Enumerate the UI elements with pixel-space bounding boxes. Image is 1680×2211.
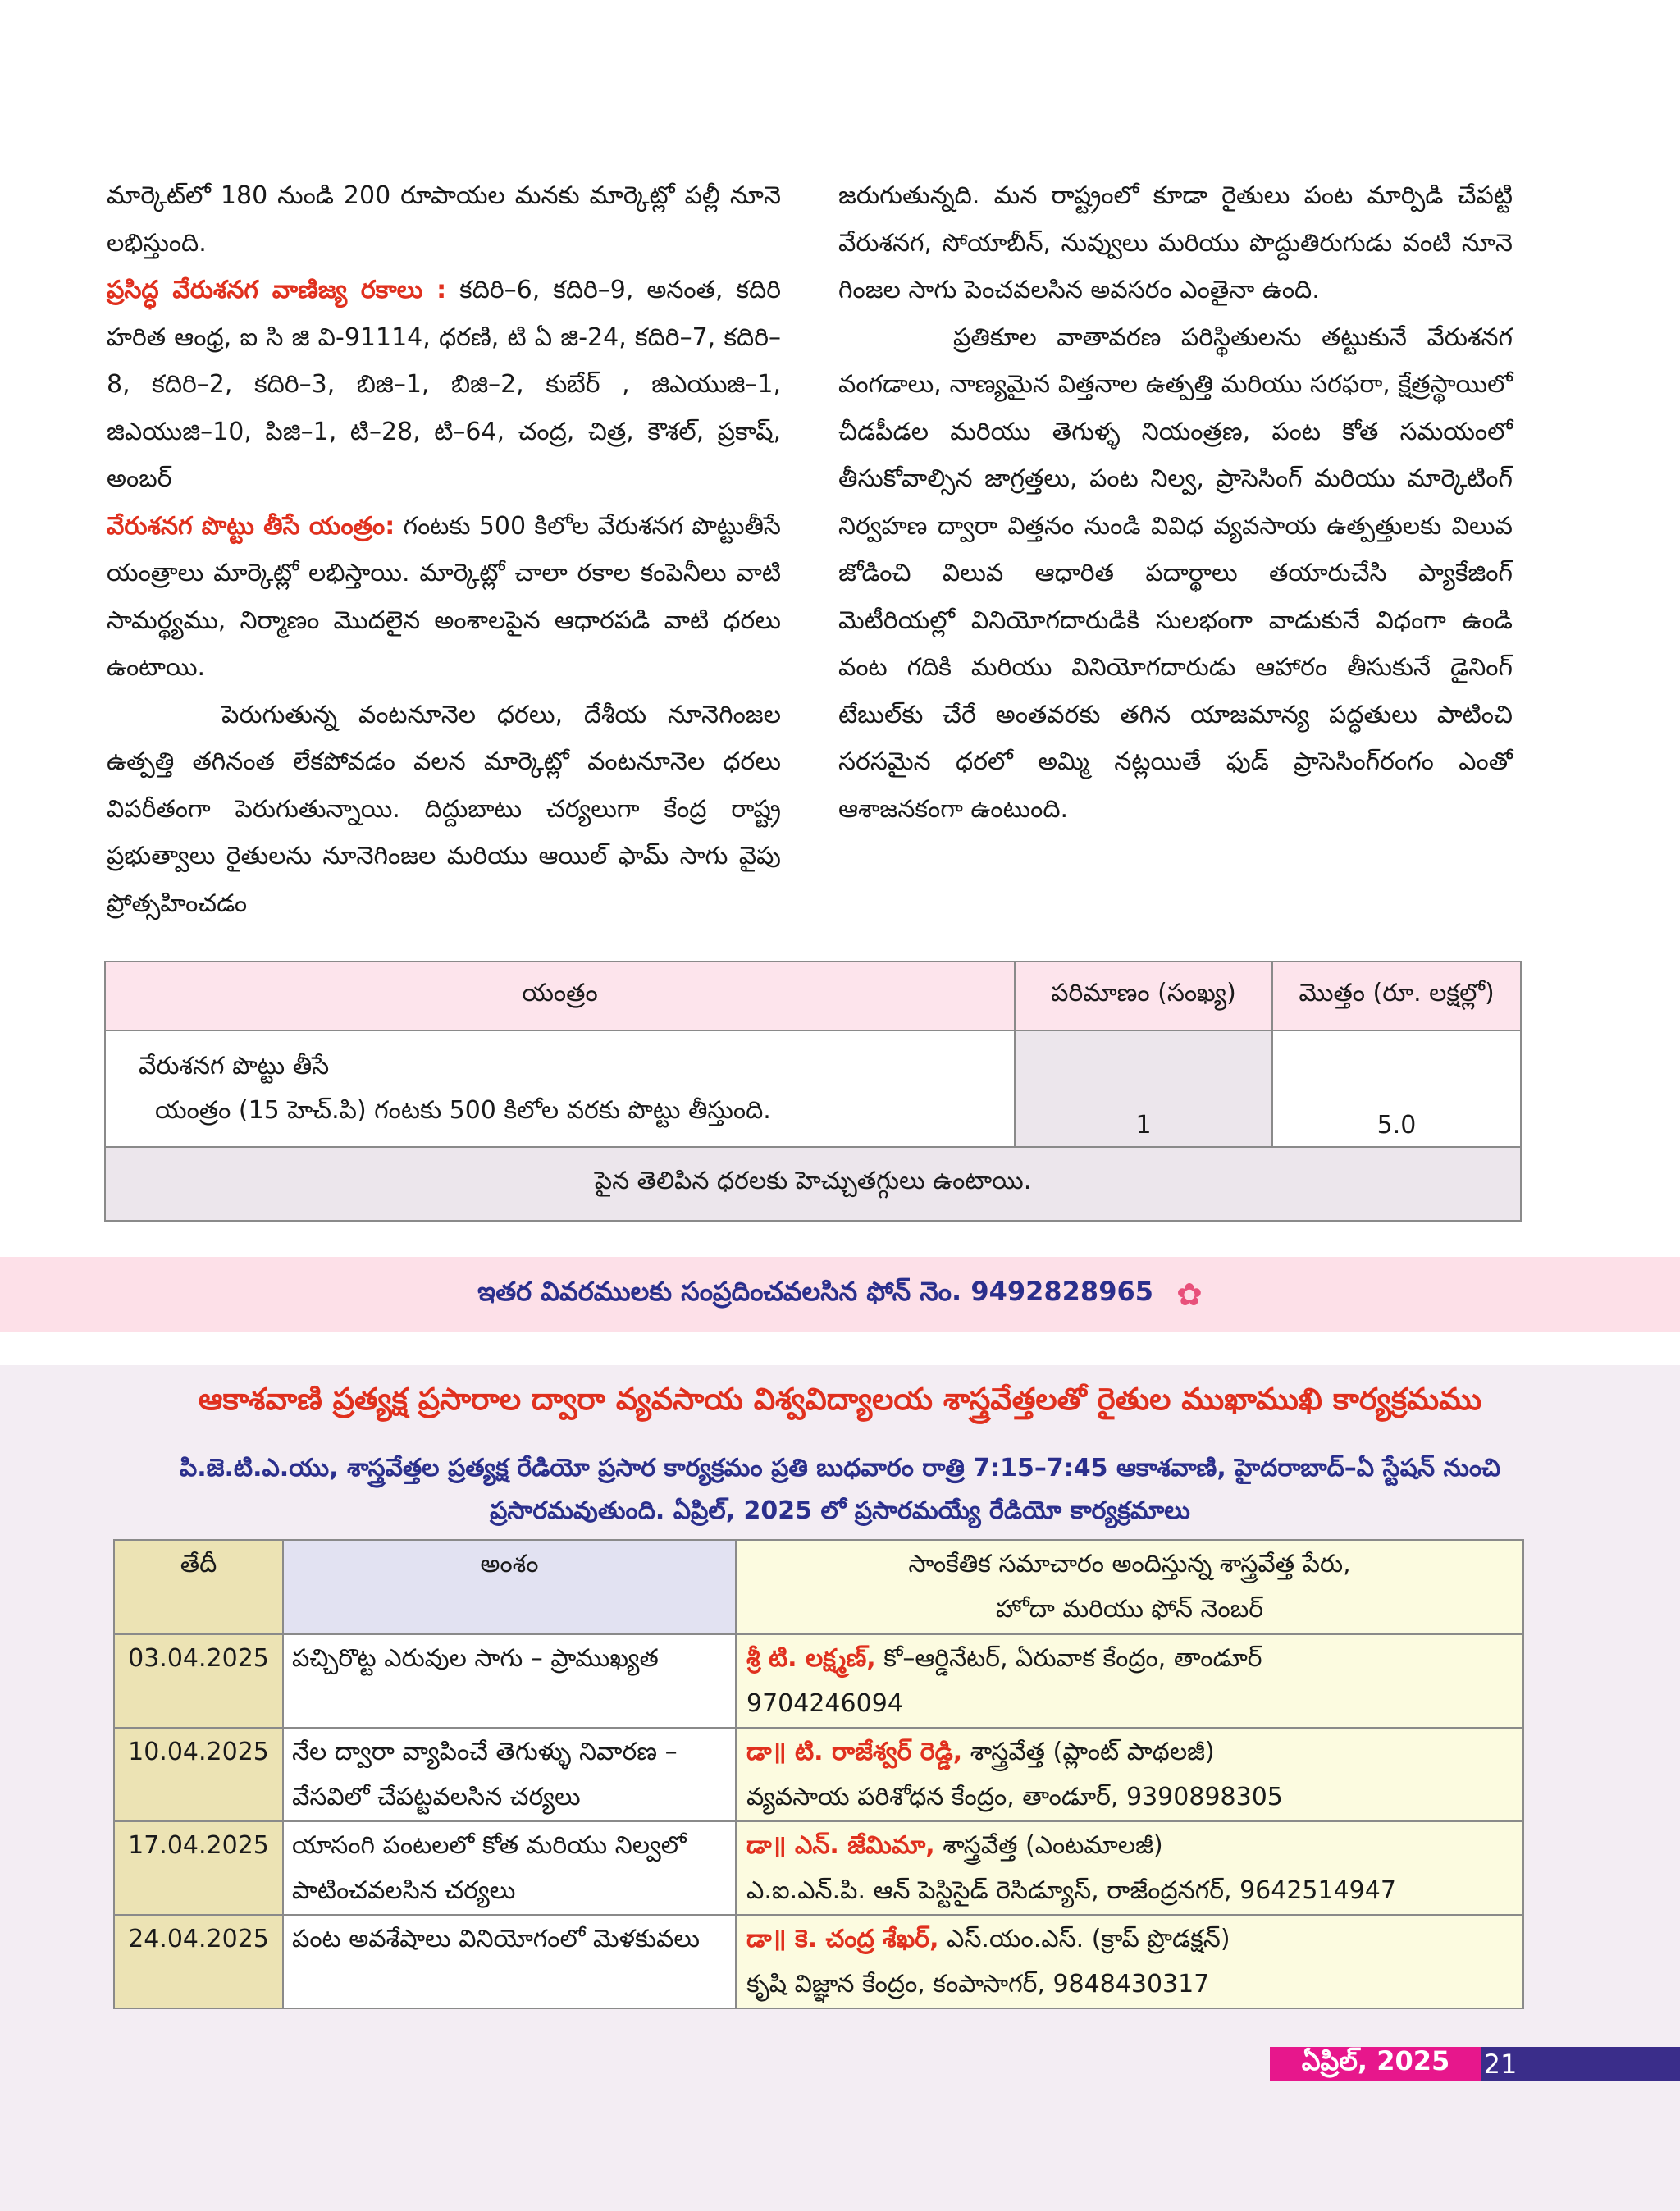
expert-line-2: 9704246094 (746, 1689, 903, 1718)
footer-issue: ఏప్రిల్, 2025 (1270, 2047, 1481, 2081)
expert-designation: ఎస్.యం.ఎస్. (క్రాప్ ప్రొడక్షన్) (938, 1925, 1230, 1953)
machine-table-note-row (105, 1147, 1521, 1221)
expert-line-2: వ్యవసాయ పరిశోధన కేంద్రం, తాండూర్, 9390898305 (746, 1783, 1283, 1811)
left-paragraph-3 (107, 503, 781, 692)
expert-line-1 (746, 1636, 1522, 1681)
price-note: పైన తెలిపిన ధరలకు హెచ్చుతగ్గులు ఉంటాయి. (105, 1147, 1521, 1221)
schedule-topic: పంట అవశేషాలు వినియోగంలో మెళకువలు (283, 1915, 736, 2008)
left-paragraph-4: పెరుగుతున్న వంటనూనెల ధరలు, దేశీయ నూనెగింజల ఉత్పత్తి తగినంత లేకపోవడం వలన మార్కెట్లో వంటనూనెల ధరలు విపరీతంగా పెరుగుతున్నాయి. దిద్దుబాటు చర్యలుగా కేంద్ర రాష్ట్ర ప్రభుత్వాలు రైతులను నూనెగింజల మరియు ఆయిల్ ఫామ్ సాగు వైపు ప్రోత్సహించడం (107, 700, 781, 918)
right-paragraph-1: జరుగుతున్నది. మన రాష్ట్రంలో కూడా రైతులు పంట మార్పిడి చేపట్టి వేరుశనగ, సోయాబీన్, నువ్వులు మరియు పొద్దుతిరుగుడు వంటి నూనె గింజల సాగు పెంచవలసిన అవసరం ఎంతైనా ఉంది. (838, 181, 1513, 304)
schedule-date: 24.04.2025 (114, 1915, 283, 2008)
schedule-expert (736, 1634, 1523, 1728)
varieties-label: ప్రసిద్ధ వేరుశనగ వాణిజ్య రకాలు : (107, 276, 447, 304)
machine-table-row (105, 1030, 1521, 1147)
schedule-header-row (114, 1540, 1523, 1634)
left-paragraph-2 (107, 267, 781, 503)
expert-name: డా॥ ఎన్. జేమిమా, (746, 1831, 935, 1860)
machine-cost-table (104, 961, 1522, 1222)
schedule-expert (736, 1728, 1523, 1821)
header-total: మొత్తం (రూ. లక్షల్లో) (1272, 962, 1521, 1030)
right-column (838, 172, 1513, 833)
schedule-row (114, 1728, 1523, 1821)
header-quantity: పరిమాణం (సంఖ్య) (1015, 962, 1272, 1030)
schedule-date: 17.04.2025 (114, 1821, 283, 1915)
schedule-expert (736, 1915, 1523, 2008)
machine-line-2: యంత్రం (15 హెచ్.పి) గంటకు 500 కిలోల వరకు పొట్టు తీస్తుంది. (155, 1096, 771, 1125)
flower-icon: ✿ (1176, 1277, 1203, 1313)
schedule-header-expert (736, 1540, 1523, 1634)
expert-name: డా॥ కె. చంద్ర శేఖర్, (746, 1925, 939, 1953)
machine-line-1: వేరుశనగ పొట్టు తీసే (139, 1052, 330, 1080)
schedule-header-expert-line-1: సాంకేతిక సమాచారం అందిస్తున్న శాస్త్రవేత్త పేరు, (908, 1550, 1351, 1578)
schedule-row (114, 1634, 1523, 1728)
page-number: 21 (1483, 2049, 1518, 2080)
radio-intro: పి.జె.టి.ఎ.యు, శాస్త్రవేత్తల ప్రత్యక్ష రేడియో ప్రసార కార్యక్రమం ప్రతి బుధవారం రాత్రి 7:15–7:45 ఆకాశవాణి, హైదరాబాద్–ఏ స్టేషన్ నుంచి ప్రసారమవుతుంది. ఏప్రిల్, 2025 లో ప్రసారమయ్యే రేడియో కార్యక్రమాలు (179, 1454, 1501, 1525)
machine-quantity: 1 (1015, 1030, 1272, 1147)
expert-line-1 (746, 1729, 1522, 1775)
expert-designation: శాస్త్రవేత్త (ఎంటమాలజీ) (934, 1831, 1163, 1860)
schedule-expert (736, 1821, 1523, 1915)
decorticator-label: వేరుశనగ పొట్టు తీసే యంత్రం: (107, 511, 395, 541)
expert-name: శ్రీ టి. లక్ష్మణ్, (746, 1644, 876, 1673)
schedule-header-topic: అంశం (283, 1540, 736, 1634)
schedule-row (114, 1915, 1523, 2008)
decorticator-text: గంటకు 500 కిలోల వేరుశనగ పొట్టుతీసే యంత్రాలు మార్కెట్లో లభిస్తాయి. మార్కెట్లో చాలా రకాల కంపెనీలు వాటి సామర్థ్యము, నిర్మాణం మొదలైన అంశాలపైన ఆధారపడి వాటి ధరలు ఉంటాయి. (107, 511, 781, 682)
schedule-row (114, 1821, 1523, 1915)
left-column (107, 172, 781, 927)
expert-name: డా॥ టి. రాజేశ్వర్ రెడ్డి, (746, 1738, 963, 1766)
machine-table-header-row (105, 962, 1521, 1030)
schedule-date: 03.04.2025 (114, 1634, 283, 1728)
machine-description (105, 1030, 1015, 1147)
varieties-text: కదిరి–6, కదిరి–9, అనంత, కదిరి హరిత ఆంధ్ర, ఐ సి జి వి-91114, ధరణి, టి ఏ జి-24, కదిరి–7, కదిరి–8, కదిరి–2, కదిరి–3, బిజి–1, బిజి–2, కుబేర్ , జిఎయుజి–1, జిఎయుజి–10, పిజి–1, టి–28, టి–64, చంద్ర, చిత్ర, కౌశల్, ప్రకాష్, అంబర్ (107, 276, 781, 493)
radio-schedule-table (113, 1539, 1524, 2009)
contact-band (0, 1257, 1680, 1332)
machine-total: 5.0 (1272, 1030, 1521, 1147)
expert-line-2: కృషి విజ్ఞాన కేంద్రం, కంపాసాగర్, 9848430317 (746, 1970, 1210, 1999)
schedule-topic: పచ్చిరొట్ట ఎరువుల సాగు – ప్రాముఖ్యత (283, 1634, 736, 1728)
radio-heading: ఆకాశవాణి ప్రత్యక్ష ప్రసారాల ద్వారా వ్యవసాయ విశ్వవిద్యాలయ శాస్త్రవేత్తలతో రైతుల ముఖాముఖి కార్యక్రమము (198, 1382, 1482, 1417)
expert-line-1 (746, 1916, 1522, 1962)
schedule-date: 10.04.2025 (114, 1728, 283, 1821)
schedule-topic: నేల ద్వారా వ్యాపించే తెగుళ్ళు నివారణ – వేసవిలో చేపట్టవలసిన చర్యలు (283, 1728, 736, 1821)
expert-line-1 (746, 1823, 1522, 1868)
schedule-topic: యాసంగి పంటలలో కోత మరియు నిల్వలో పాటించవలసిన చర్యలు (283, 1821, 736, 1915)
schedule-header-date: తేదీ (114, 1540, 283, 1634)
expert-designation: కో–ఆర్డినేటర్, ఏరువాక కేంద్రం, తాండూర్ (875, 1644, 1262, 1673)
left-paragraph-1: మార్కెట్‌లో 180 నుండి 200 రూపాయల మనకు మార్కెట్లో పల్లీ నూనె లభిస్తుంది. (107, 181, 781, 258)
expert-designation: శాస్త్రవేత్త (ప్లాంట్ పాథలజీ) (962, 1738, 1215, 1766)
contact-phone-text: ఇతర వివరములకు సంప్రదించవలసిన ఫోన్ నెం. 9492828965 (477, 1276, 1153, 1307)
right-paragraph-2: ప్రతికూల వాతావరణ పరిస్థితులను తట్టుకునే వేరుశనగ వంగడాలు, నాణ్యమైన విత్తనాల ఉత్పత్తి మరియు సరఫరా, క్షేత్రస్థాయిలో చీడపీడల మరియు తెగుళ్ళ నియంత్రణ, పంట కోత సమయంలో తీసుకోవాల్సిన జాగ్రత్తలు, పంట నిల్వ, ప్రాసెసింగ్ మరియు మార్కెటింగ్ నిర్వహణ ద్వారా విత్తనం నుండి వివిధ వ్యవసాయ ఉత్పత్తులకు విలువ జోడించి విలువ ఆధారిత పదార్థాలు తయారుచేసి ప్యాకేజింగ్ మెటీరియల్లో వినియోగదారుడికి సులభంగా వాడుకునే విధంగా ఉండి వంట గదికి మరియు వినియోగదారుడు ఆహారం తీసుకునే డైనింగ్ టేబుల్‌కు చేరే అంతవరకు తగిన యాజమాన్య పద్ధతులు పాటించి సరసమైన ధరలో అమ్మి నట్లయితే ఫుడ్ ప్రాసెసింగ్‌రంగం ఎంతో ఆశాజనకంగా ఉంటుంది. (838, 322, 1513, 824)
expert-line-2: ఎ.ఐ.ఎన్.పి. ఆన్ పెస్టిసైడ్ రెసిడ్యూస్, రాజేంద్రనగర్, 9642514947 (746, 1876, 1396, 1905)
radio-programme-section (0, 1365, 1680, 2211)
schedule-header-expert-line-2: హోదా మరియు ఫోన్ నెంబర్ (995, 1595, 1264, 1624)
header-machine: యంత్రం (105, 962, 1015, 1030)
